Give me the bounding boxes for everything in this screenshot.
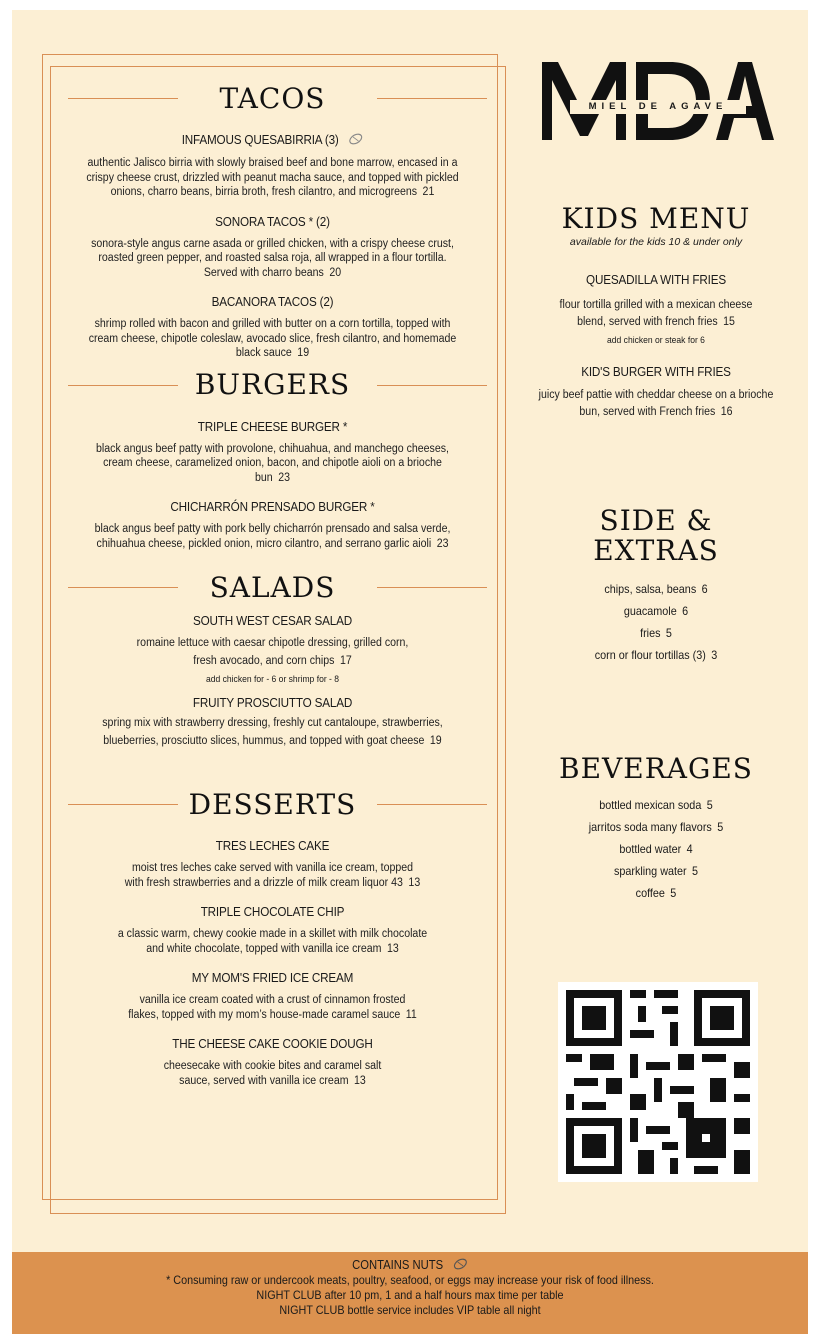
beverages-list	[532, 794, 780, 904]
item-description	[132, 634, 413, 670]
sides-section	[532, 506, 780, 666]
item-desc-text: shrimp rolled with bacon and grilled with butter on a corn tortilla, topped with cream cheese, chipotle coleslaw, avocado slice, fresh cilantro, and homemade black sauce	[88, 318, 457, 360]
divider	[68, 804, 178, 805]
tacos-title: TACOS	[219, 81, 326, 115]
qr-code[interactable]	[558, 982, 758, 1182]
item-description	[84, 156, 460, 200]
item-desc-text: spring mix with strawberry dressing, freshly cut cantaloupe, strawberries, blueberries, prosciutto slices, hummus, and topped with goat cheese	[102, 717, 443, 748]
menu-item	[60, 613, 485, 685]
item-price: 20	[329, 266, 342, 279]
item-description	[84, 442, 460, 486]
list-item	[544, 794, 767, 816]
item-price: 16	[720, 406, 733, 418]
divider	[377, 98, 487, 99]
item-price: 17	[339, 655, 352, 668]
item-name: fries	[640, 626, 661, 640]
item-desc-text: cheesecake with cookie bites and caramel salt sauce, served with vanilla ice cream	[163, 1060, 382, 1087]
item-price: 23	[436, 537, 449, 550]
item-name	[81, 132, 464, 148]
list-item	[544, 600, 767, 622]
divider	[68, 98, 178, 99]
tacos-header	[60, 78, 485, 118]
item-price: 13	[354, 1074, 366, 1087]
menu-item	[60, 499, 485, 551]
item-name-text: INFAMOUS QUESABIRRIA (3)	[181, 132, 339, 147]
logo-tagline: MIEL DE AGAVE	[588, 101, 728, 112]
list-item	[544, 816, 767, 838]
item-name: sparkling water	[613, 864, 687, 878]
item-price: 19	[429, 735, 442, 748]
item-description	[84, 237, 460, 281]
menu-item	[60, 970, 485, 1022]
item-name: TRIPLE CHOCOLATE CHIP	[200, 904, 345, 920]
item-name: TRES LECHES CAKE	[215, 838, 330, 854]
sides-list	[532, 578, 780, 666]
item-note: add chicken for - 6 or shrimp for - 8	[205, 674, 340, 686]
kids-subtitle: available for the kids 10 & under only	[569, 236, 743, 248]
item-desc-text: moist tres leches cake served with vanilla ice cream, topped with fresh strawberries and a drizzle of milk cream liquor 43	[124, 862, 414, 889]
item-price: 5	[692, 864, 699, 878]
list-item	[544, 578, 767, 600]
item-name: FRUITY PROSCIUTTO SALAD	[192, 695, 353, 711]
item-description	[123, 993, 422, 1022]
menu-item	[60, 904, 485, 956]
item-price: 4	[686, 842, 693, 856]
item-price: 6	[701, 582, 708, 596]
item-name: TRIPLE CHEESE BURGER *	[197, 418, 348, 434]
menu-item	[60, 1036, 485, 1088]
desserts-header	[60, 784, 485, 824]
item-price: 15	[723, 316, 735, 328]
item-name: coffee	[635, 886, 665, 900]
divider	[68, 587, 178, 588]
item-name: chips, salsa, beans	[604, 582, 697, 596]
item-name: BACANORA TACOS (2)	[211, 294, 334, 310]
item-desc-text: a classic warm, chewy cookie made in a skillet with milk chocolate and white chocolate, topped with vanilla ice cream	[117, 928, 428, 955]
item-name: MY MOM'S FRIED ICE CREAM	[191, 970, 354, 986]
menu-item	[60, 214, 485, 281]
list-item	[544, 882, 767, 904]
item-price: 13	[386, 942, 399, 955]
item-desc-text: juicy beef pattie with cheddar cheese on a brioche bun, served with French fries	[538, 389, 774, 418]
mda-logo	[540, 58, 776, 144]
nightclub-bottle-note: NIGHT CLUB bottle service includes VIP table all night	[279, 1303, 541, 1318]
item-description	[95, 714, 449, 750]
item-description	[84, 317, 460, 361]
item-name: SOUTH WEST CESAR SALAD	[192, 613, 353, 629]
salads-header	[60, 567, 485, 607]
item-price: 6	[682, 604, 689, 618]
item-desc-text: black angus beef patty with provolone, chihuahua, and manchego cheeses, cream cheese, caramelized onion, bacon, and chipotle aioli on a brioche bun	[96, 442, 449, 484]
item-desc-text: black angus beef patty with pork belly chicharrón prensado and salsa verde, chihuahua cheese, pickled onion, micro cilantro, and serrano garlic aioli	[94, 523, 451, 550]
item-price: 5	[706, 798, 713, 812]
list-item	[544, 838, 767, 860]
list-item	[544, 860, 767, 882]
salads-title: SALADS	[209, 570, 336, 604]
item-name: THE CHEESE CAKE COOKIE DOUGH	[172, 1036, 373, 1052]
kids-title: KIDS MENU	[561, 202, 751, 235]
divider	[68, 385, 178, 386]
item-name: guacamole	[623, 604, 677, 618]
list-item	[544, 622, 767, 644]
nuts-notice	[52, 1258, 768, 1273]
item-description	[533, 387, 780, 421]
food-illness-warning: * Consuming raw or undercook meats, poultry, seafood, or eggs may increase your risk of food illness.	[166, 1273, 654, 1288]
item-price: 11	[405, 1008, 417, 1021]
item-name: QUESADILLA WITH FRIES	[586, 272, 726, 287]
item-name: corn or flour tortillas (3)	[594, 648, 706, 662]
item-name: KID'S BURGER WITH FRIES	[581, 364, 731, 379]
beverages-section	[532, 754, 780, 904]
divider	[377, 587, 487, 588]
item-description	[555, 297, 757, 331]
item-desc-text: authentic Jalisco birria with slowly braised beef and bone marrow, encased in a crispy cheese crust, drizzled with peanut macha sauce, and topped with pickled onions, charro beans, birria broth, fresh cilantro, and microgreens	[86, 157, 459, 199]
item-price: 5	[670, 886, 677, 900]
item-price: 21	[422, 186, 435, 199]
burgers-header	[60, 365, 485, 405]
item-desc-text: sonora-style angus carne asada or grilled chicken, with a crispy cheese crust, roasted green pepper, and roasted salsa roja, all wrapped in a flour tortilla. Served with charro beans	[91, 237, 454, 279]
divider	[377, 804, 487, 805]
menu-item	[60, 419, 485, 486]
sides-title-line2: EXTRAS	[593, 534, 719, 567]
nuts-label: CONTAINS NUTS	[352, 1258, 444, 1272]
item-note: add chicken or steak for 6	[607, 335, 705, 346]
nightclub-time-note: NIGHT CLUB after 10 pm, 1 and a half hours max time per table	[256, 1288, 564, 1303]
divider	[377, 385, 487, 386]
footer	[12, 1252, 808, 1334]
burgers-title: BURGERS	[194, 368, 351, 402]
menu-item	[60, 838, 485, 890]
item-desc-text: vanilla ice cream coated with a crust of cinnamon frosted flakes, topped with my mom’s house-made caramel sauce	[128, 994, 406, 1021]
item-name: CHICHARRÓN PRENSADO BURGER *	[170, 499, 375, 515]
sides-title-line1: SIDE &	[599, 504, 713, 537]
item-description	[123, 861, 422, 890]
item-price: 19	[297, 347, 310, 360]
item-name: SONORA TACOS * (2)	[215, 213, 330, 229]
item-price: 23	[278, 471, 290, 484]
desserts-title: DESSERTS	[188, 787, 357, 821]
left-column	[60, 72, 485, 1088]
peanut-icon	[453, 1258, 467, 1273]
item-price: 3	[711, 648, 718, 662]
menu-item	[60, 294, 485, 361]
beverages-title: BEVERAGES	[559, 752, 753, 785]
list-item	[544, 644, 767, 666]
kids-menu	[532, 204, 780, 421]
item-desc-text: romaine lettuce with caesar chipotle dressing, grilled corn, fresh avocado, and corn chips	[136, 637, 409, 668]
item-desc-text: flour tortilla grilled with a mexican cheese blend, served with french fries	[559, 299, 753, 328]
peanut-icon	[349, 133, 363, 148]
item-name: bottled mexican soda	[599, 798, 702, 812]
menu-item	[60, 132, 485, 200]
item-price: 5	[717, 820, 724, 834]
item-name: jarritos soda many flavors	[588, 820, 712, 834]
item-name: bottled water	[619, 842, 682, 856]
item-description	[84, 522, 460, 551]
item-description	[114, 927, 431, 956]
item-price: 13	[408, 876, 421, 889]
item-description	[151, 1059, 395, 1088]
item-price: 5	[665, 626, 672, 640]
menu-item	[60, 695, 485, 750]
